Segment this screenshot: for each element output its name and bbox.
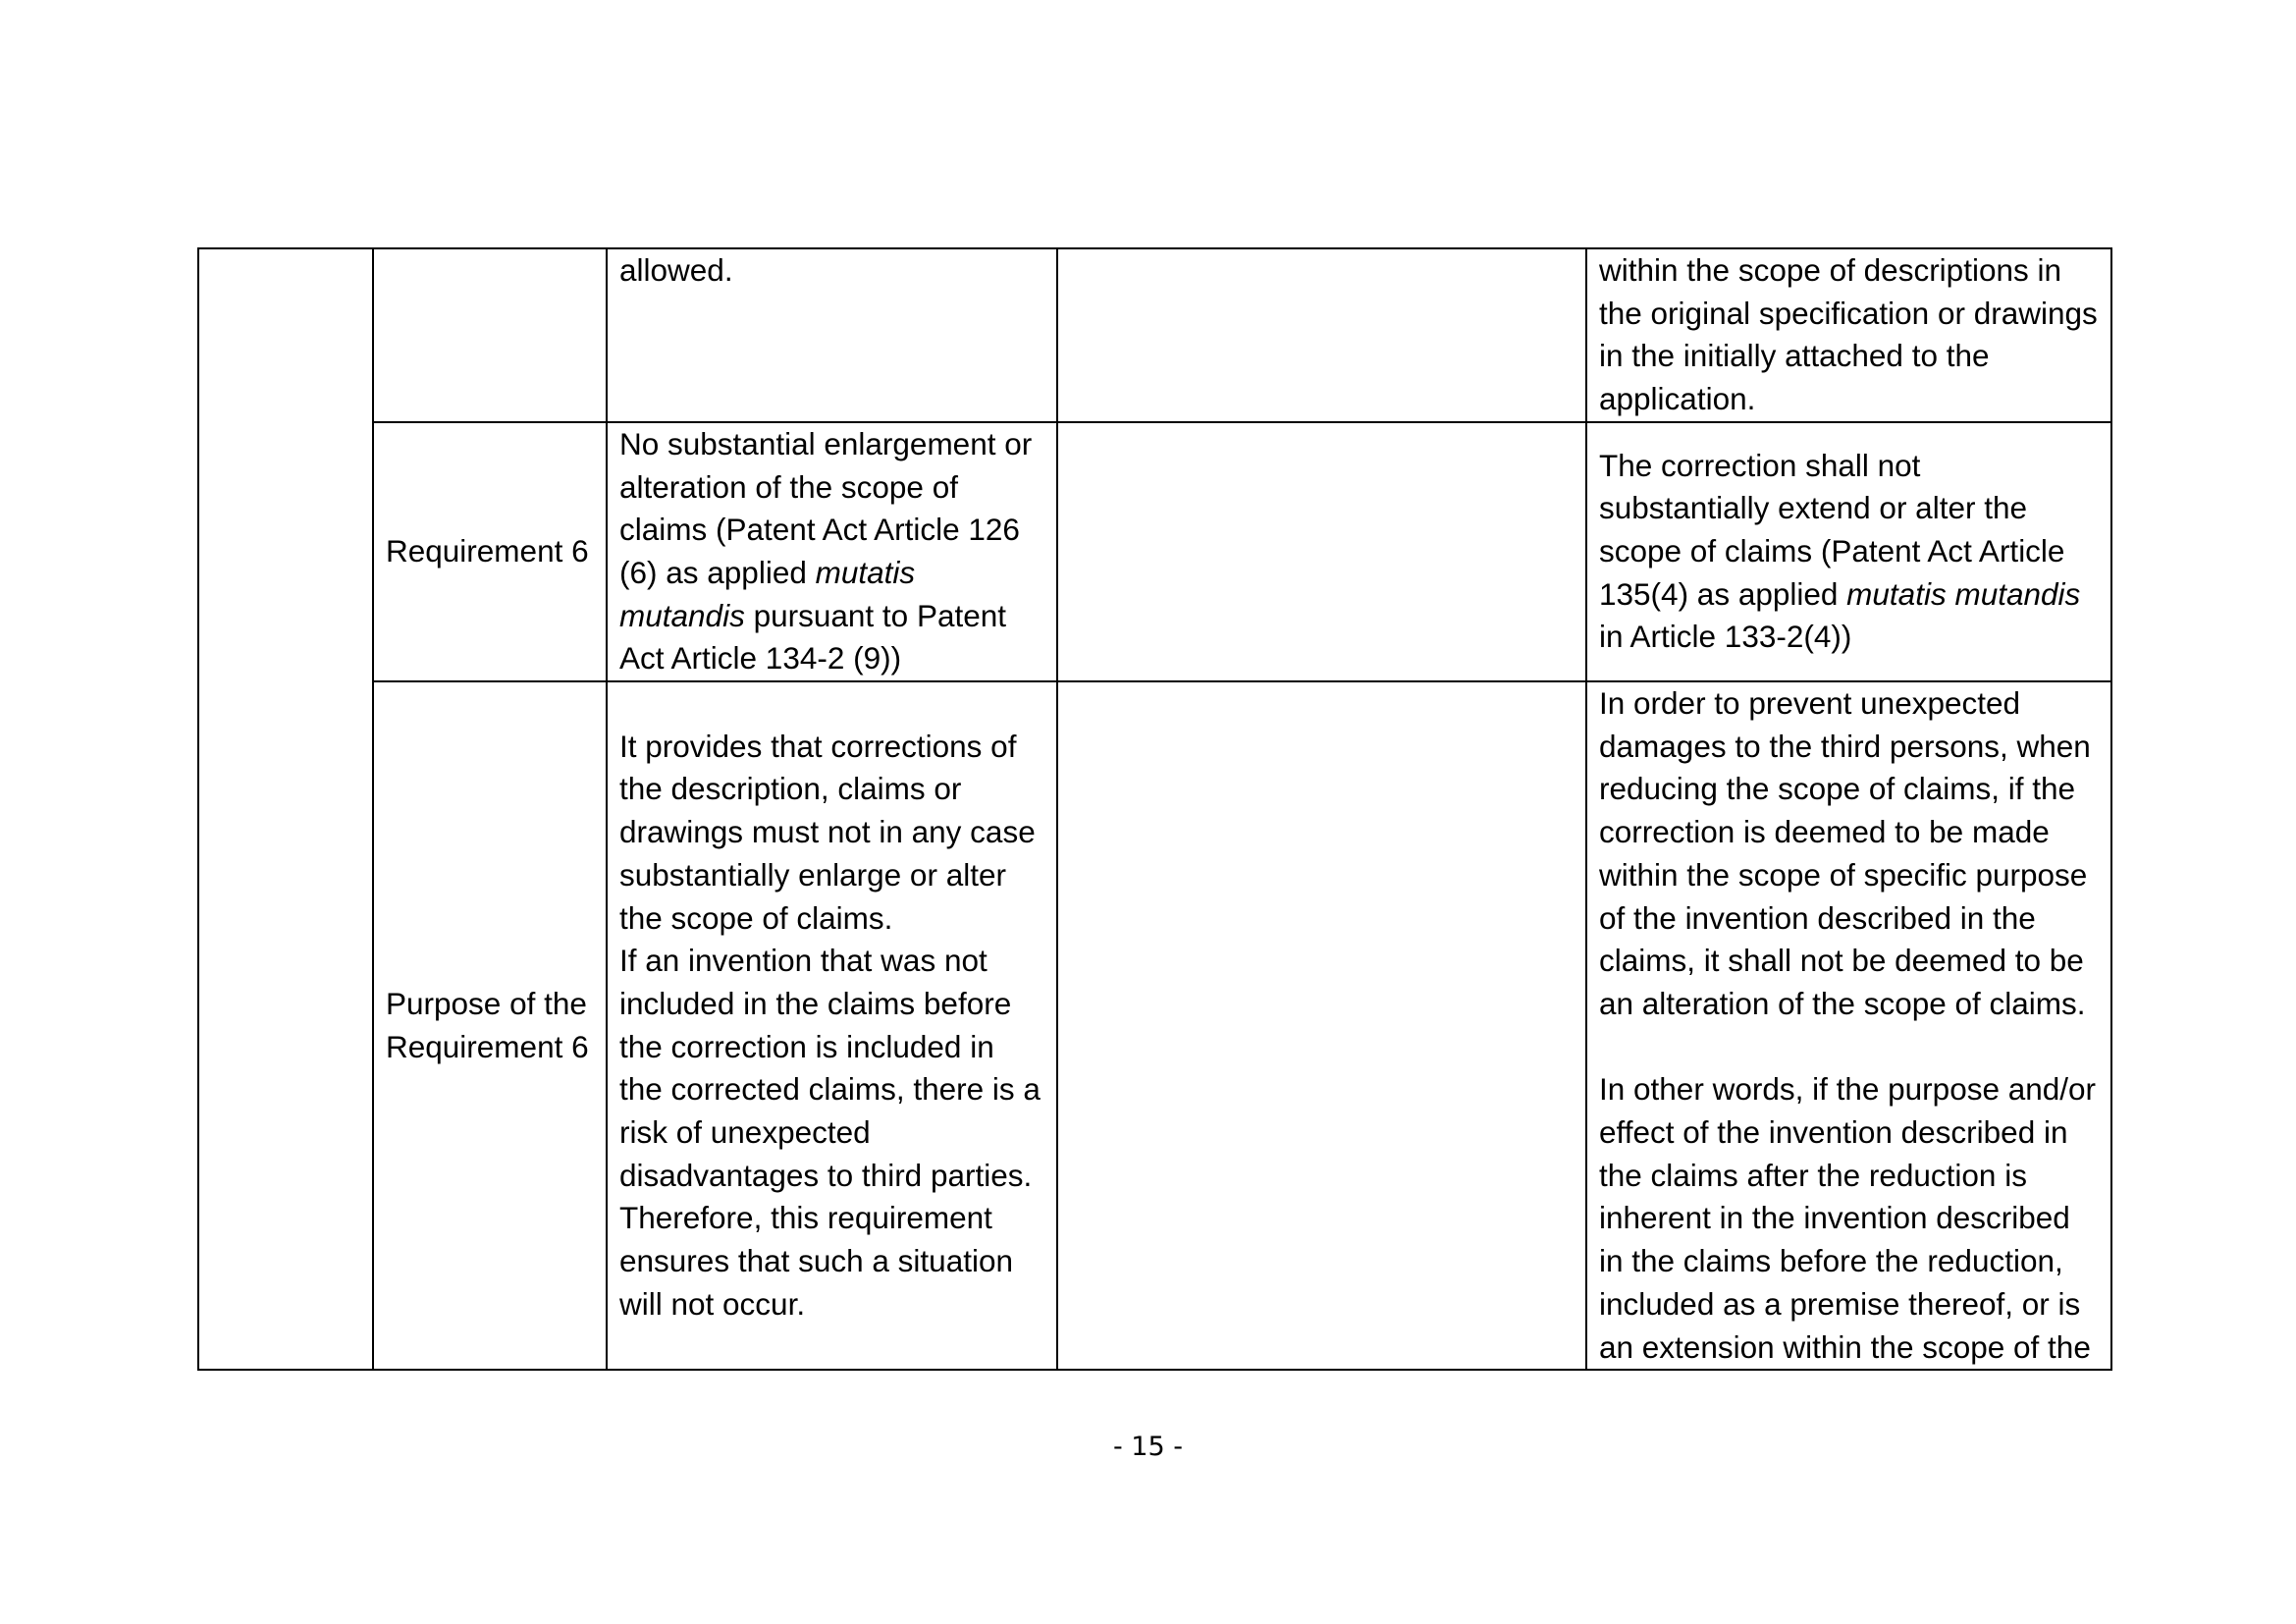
paragraph: It provides that corrections of the description, claims or drawings must not in any case substantially enlarge or alter the scope of claims. [619,728,1036,936]
cell-text: pursuant to Patent Act Article 134-2 (9)) [619,597,1007,677]
description-cell [607,422,1057,681]
cell-text: No substantial enlargement or alteration of the scope of claims (Patent Act Article 126 (6) as applied [619,425,1033,590]
comparison-cell [1586,422,2111,681]
comparison-table [197,247,2112,1371]
page-number: - 15 - [1112,1432,1183,1462]
latin-term: mutatis mutandis [1846,575,2081,612]
empty-cell [1057,422,1586,681]
table-row [198,248,2111,422]
comparison-cell [1586,681,2111,1370]
comparison-cell [1586,248,2111,422]
description-cell [607,681,1057,1370]
latin-term: mutatis mutandis [619,554,916,633]
paragraph: In order to prevent unexpected damages to the third persons, when reducing the scope of claims, if the correction is deemed to be made within the scope of specific purpose of the invention described in the claims, it shall not be deemed to be an alteration of the scope of claims. [1599,685,2091,1021]
paragraph-gap [1599,1026,2099,1069]
table-row [198,681,2111,1370]
label-cell [373,422,607,681]
cell-text: The correction shall not substantially extend or alter the scope of claims (Patent Act Article 135(4) as applied [1599,447,2065,612]
empty-cell [1057,248,1586,422]
cell-text: within the scope of descriptions in the original specification or drawings in the initially attached to the application. [1599,252,2098,417]
paragraph: If an invention that was not included in the claims before the correction is included in the corrected claims, there is a risk of unexpected disadvantages to third parties. Therefore, this requirement ensures that such a situation will not occur. [619,943,1041,1322]
description-cell [607,248,1057,422]
label-cell [373,681,607,1370]
cell-text: allowed. [619,252,733,288]
row-label: Requirement 6 [386,533,589,569]
table-row [198,422,2111,681]
category-cell [198,248,373,1370]
empty-cell [1057,681,1586,1370]
label-cell [373,248,607,422]
row-label: Purpose of the Requirement 6 [386,985,589,1064]
paragraph: In other words, if the purpose and/or effect of the invention described in the claims after the reduction is inherent in the invention described in the claims before the reduction, included as a premise thereof, or is an extension within the scope of the [1599,1071,2097,1365]
cell-text: in Article 133-2(4)) [1599,619,1852,655]
